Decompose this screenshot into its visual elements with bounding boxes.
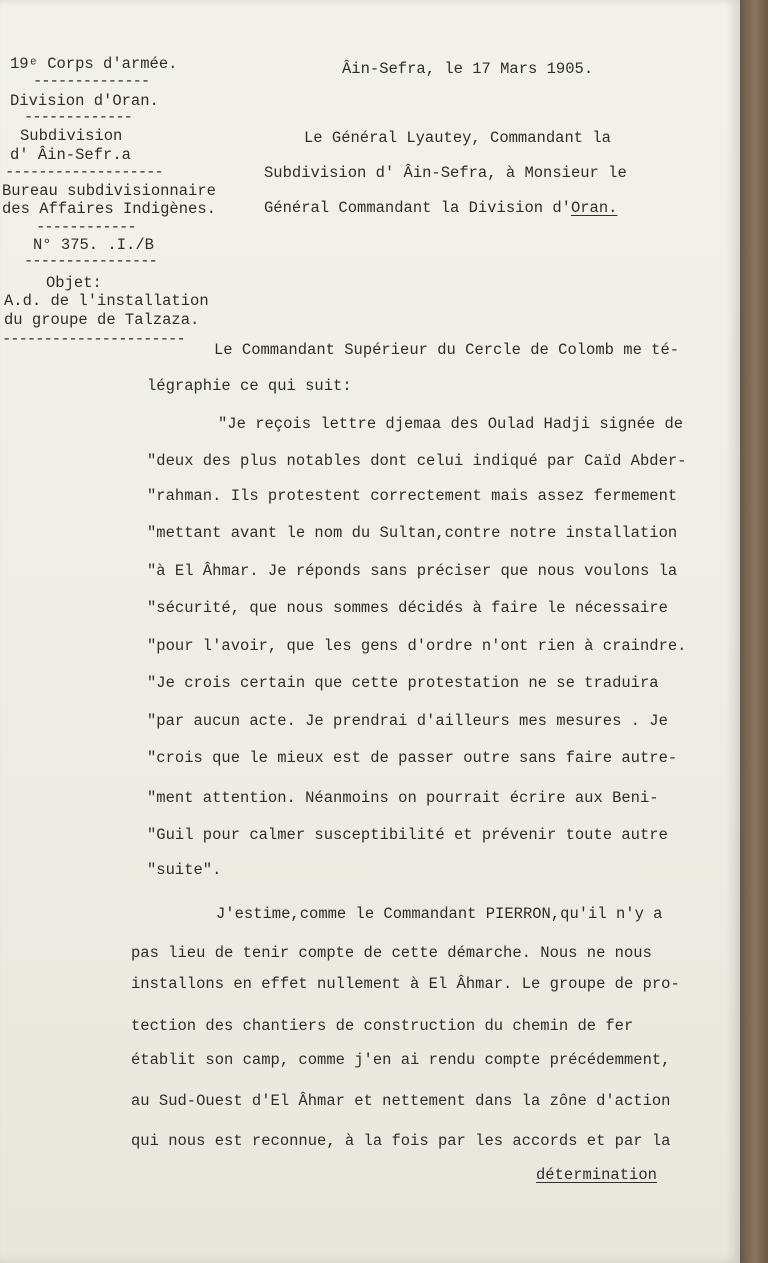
header-division: Division d'Oran. [10,92,159,110]
body-line: qui nous est reconnue, à la fois par les accords et par la [131,1132,671,1150]
header-separator: ------------------- [5,163,163,181]
header-subdivision: Subdivision [20,127,123,145]
header-separator: ---------------- [24,252,157,270]
header-objet-label: Objet: [46,274,102,292]
header-separator: ------------- [24,108,132,126]
body-line: au Sud-Ouest d'El Âhmar et nettement dans la zône d'action [131,1092,671,1110]
body-line: "à El Âhmar. Je réponds sans préciser que nous voulons la [147,562,678,580]
address-line-2: Subdivision d' Âin-Sefra, à Monsieur le [264,164,627,182]
body-line: "mettant avant le nom du Sultan,contre notre installation [147,524,678,542]
catchword: détermination [536,1166,657,1184]
address-line-3-oran: Oran. [570,199,618,217]
header-corps: 19ᵉ Corps d'armée. [10,55,178,73]
address-line-3 [264,199,617,217]
header-bureau-2: des Affaires Indigènes. [2,200,216,218]
body-line: "par aucun acte. Je prendrai d'ailleurs mes mesures . Je [147,712,668,730]
body-line: Le Commandant Supérieur du Cercle de Colomb me té- [214,341,680,359]
header-objet-line-2: du groupe de Talzaza. [4,311,200,329]
body-line: légraphie ce qui suit: [147,377,352,395]
place-date: Âin-Sefra, le 17 Mars 1905. [342,60,594,78]
body-line: "deux des plus notables dont celui indiqué par Caïd Abder- [147,452,687,470]
body-line: "Je crois certain que cette protestation ne se traduira [147,674,659,692]
header-separator: ------------ [36,218,136,236]
body-line: "sécurité, que nous sommes décidés à faire le nécessaire [147,599,668,617]
body-line: "crois que le mieux est de passer outre sans faire autre- [147,749,678,767]
body-line: tection des chantiers de construction du chemin de fer [131,1017,634,1035]
body-line: "suite". [147,861,222,879]
address-line-1: Le Général Lyautey, Commandant la [304,129,611,147]
body-line: "Je reçois lettre djemaa des Oulad Hadji signée de [218,415,684,433]
body-line: "pour l'avoir, que les gens d'ordre n'ont rien à craindre. [147,637,687,655]
body-line: "Guil pour calmer susceptibilité et prévenir toute autre [147,826,668,844]
body-line: établit son camp, comme j'en ai rendu compte précédemment, [131,1051,671,1069]
body-line: "rahman. Ils protestent correctement mais assez fermement [147,487,678,505]
header-separator: -------------- [33,72,150,90]
header-bureau: Bureau subdivisionnaire [2,182,216,200]
body-line: installons en effet nullement à El Âhmar. Le groupe de pro- [131,975,680,993]
body-line: pas lieu de tenir compte de cette démarche. Nous ne nous [131,944,652,962]
header-objet-line-1: A.d. de l'installation [4,292,209,310]
header-separator: ---------------------- [2,330,185,348]
address-line-3-text: Général Commandant la Division d' [264,199,571,217]
header-subdivision-place: d' Âin-Sefr.a [10,146,131,164]
body-line: J'estime,comme le Commandant PIERRON,qu'il n'y a [216,905,663,923]
body-line: "ment attention. Néanmoins on pourrait écrire aux Beni- [147,789,659,807]
header-reference-number: N° 375. .I./B [33,236,154,254]
